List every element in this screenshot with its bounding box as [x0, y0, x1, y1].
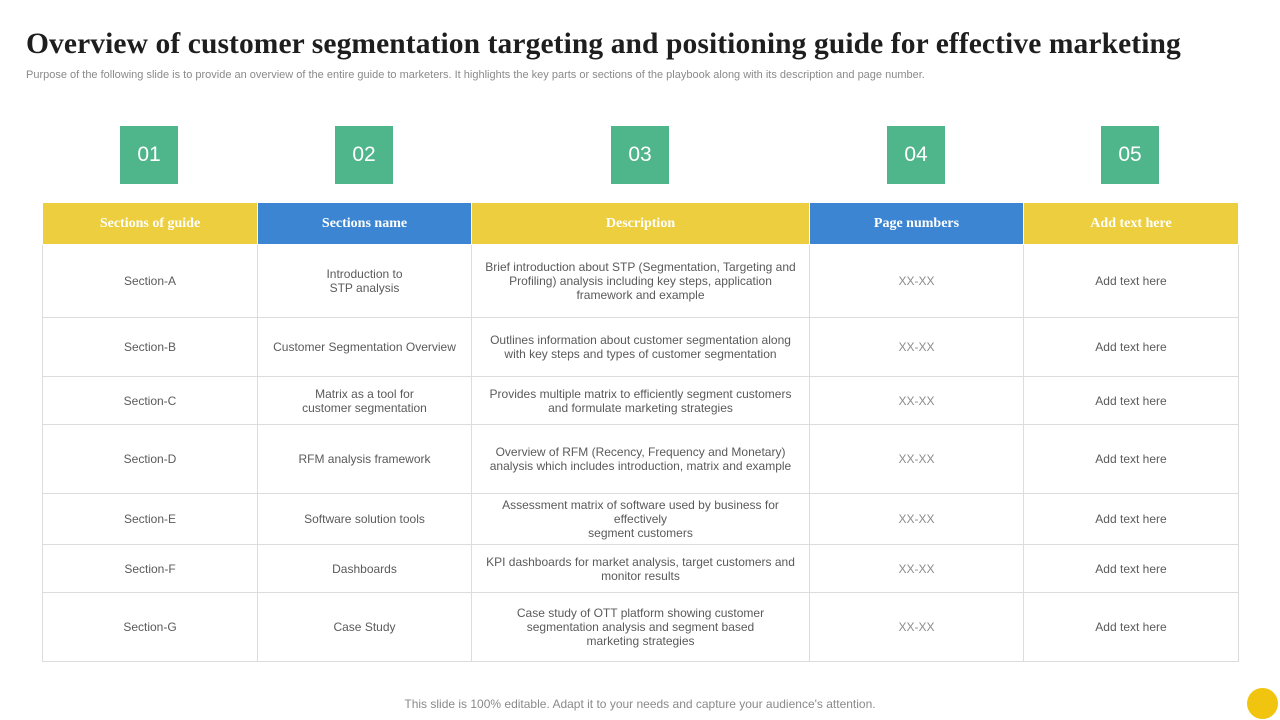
section-name-cell: Matrix as a tool for customer segmentation	[258, 377, 472, 425]
add-text-cell: Add text here	[1024, 593, 1239, 662]
table-row	[43, 377, 1239, 425]
section-cell: Section-D	[43, 425, 258, 494]
corner-circle-decoration	[1247, 688, 1278, 719]
footer-note: This slide is 100% editable. Adapt it to your needs and capture your audience's attention.	[404, 697, 876, 711]
page-numbers-cell: XX-XX	[810, 318, 1024, 377]
header-description: Description	[472, 203, 810, 245]
section-name-cell: Introduction to STP analysis	[258, 245, 472, 318]
add-text-cell: Add text here	[1024, 377, 1239, 425]
add-text-cell: Add text here	[1024, 545, 1239, 593]
guide-overview-table	[42, 202, 1239, 662]
section-cell: Section-C	[43, 377, 258, 425]
description-cell: Brief introduction about STP (Segmentation, Targeting and Profiling) analysis including key steps, application framework and example	[472, 245, 810, 318]
section-cell: Section-E	[43, 494, 258, 545]
table-row	[43, 593, 1239, 662]
description-cell: KPI dashboards for market analysis, target customers and monitor results	[472, 545, 810, 593]
description-cell: Provides multiple matrix to efficiently segment customers and formulate marketing strategies	[472, 377, 810, 425]
section-cell: Section-G	[43, 593, 258, 662]
page-numbers-cell: XX-XX	[810, 245, 1024, 318]
section-number-badge-4: 04	[887, 126, 945, 184]
add-text-cell: Add text here	[1024, 318, 1239, 377]
section-name-cell: Customer Segmentation Overview	[258, 318, 472, 377]
page-numbers-cell: XX-XX	[810, 494, 1024, 545]
page-numbers-cell: XX-XX	[810, 593, 1024, 662]
section-name-cell: RFM analysis framework	[258, 425, 472, 494]
table-row	[43, 318, 1239, 377]
table-row	[43, 545, 1239, 593]
table-row	[43, 425, 1239, 494]
section-cell: Section-F	[43, 545, 258, 593]
header-sections-name: Sections name	[258, 203, 472, 245]
header-page-numbers: Page numbers	[810, 203, 1024, 245]
section-name-cell: Case Study	[258, 593, 472, 662]
table-row	[43, 494, 1239, 545]
section-number-badge-2: 02	[335, 126, 393, 184]
page-numbers-cell: XX-XX	[810, 377, 1024, 425]
table-header-row	[43, 203, 1239, 245]
section-number-badge-3: 03	[611, 126, 669, 184]
section-cell: Section-B	[43, 318, 258, 377]
section-number-badge-1: 01	[120, 126, 178, 184]
section-name-cell: Software solution tools	[258, 494, 472, 545]
add-text-cell: Add text here	[1024, 425, 1239, 494]
header-add-text: Add text here	[1024, 203, 1239, 245]
header-sections-of-guide: Sections of guide	[43, 203, 258, 245]
page-numbers-cell: XX-XX	[810, 425, 1024, 494]
description-cell: Overview of RFM (Recency, Frequency and Monetary) analysis which includes introduction, matrix and example	[472, 425, 810, 494]
section-cell: Section-A	[43, 245, 258, 318]
description-cell: Assessment matrix of software used by business for effectively segment customers	[472, 494, 810, 545]
add-text-cell: Add text here	[1024, 494, 1239, 545]
slide-title: Overview of customer segmentation targeting and positioning guide for effective marketing	[26, 28, 1181, 60]
section-name-cell: Dashboards	[258, 545, 472, 593]
add-text-cell: Add text here	[1024, 245, 1239, 318]
section-number-badge-5: 05	[1101, 126, 1159, 184]
table-row	[43, 245, 1239, 318]
description-cell: Outlines information about customer segmentation along with key steps and types of customer segmentation	[472, 318, 810, 377]
page-numbers-cell: XX-XX	[810, 545, 1024, 593]
description-cell: Case study of OTT platform showing customer segmentation analysis and segment based marketing strategies	[472, 593, 810, 662]
slide-subtitle: Purpose of the following slide is to provide an overview of the entire guide to marketers. It highlights the key parts or sections of the playbook along with its description and page number.	[26, 69, 925, 81]
